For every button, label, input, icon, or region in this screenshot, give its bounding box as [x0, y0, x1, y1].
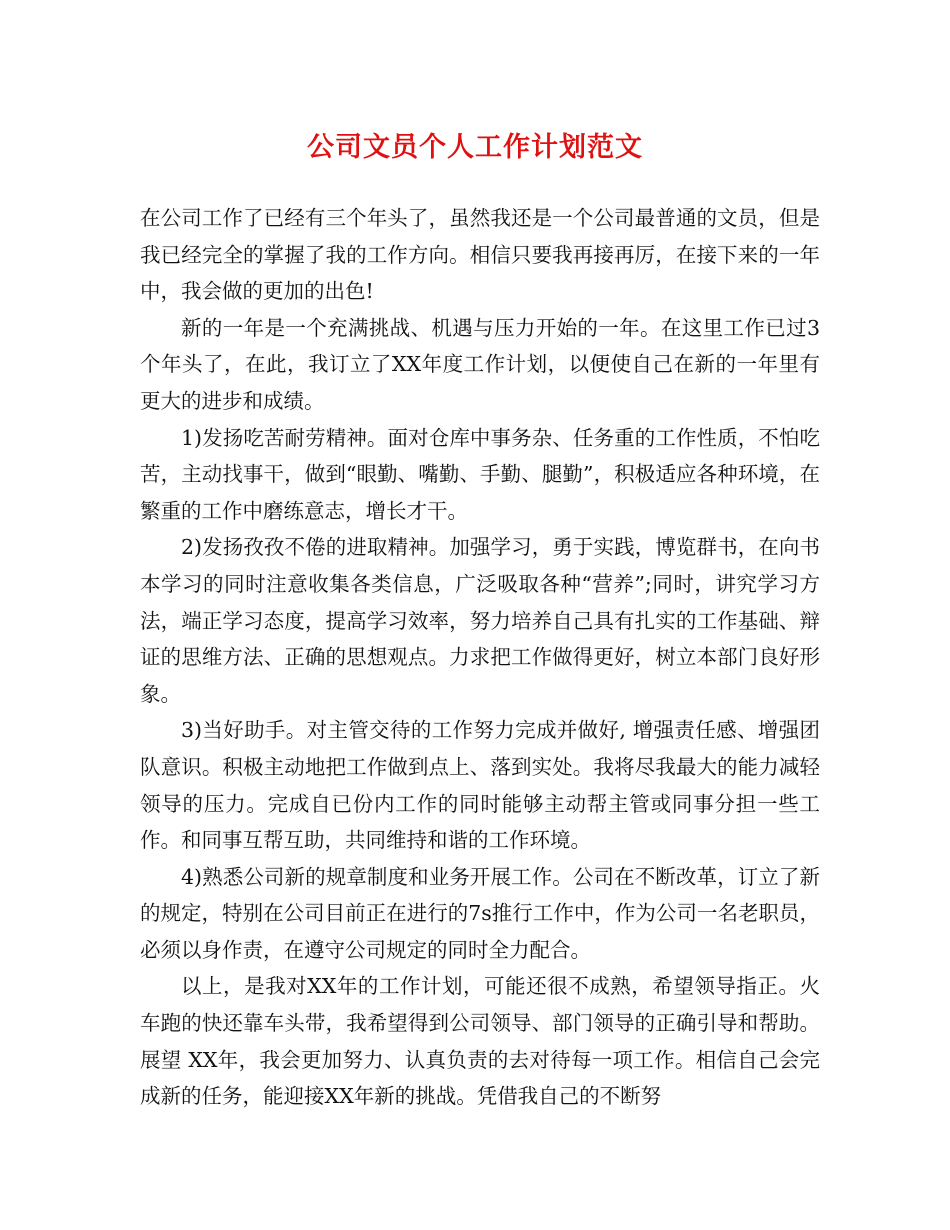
paragraph-conclusion: 以上，是我对XX年的工作计划，可能还很不成熟，希望领导指正。火车跑的快还靠车头带，我希望得到公司领导、部门领导的正确引导和帮助。展望 XX年，我会更加努力、认真负责的去对待每一项工作。相信自己会完成新的任务，能迎接XX年新的挑战。凭借我自己的不断努 — [140, 974, 820, 1109]
paragraph-intro: 在公司工作了已经有三个年头了，虽然我还是一个公司最普通的文员，但是我已经完全的掌握了我的工作方向。相信只要我再接再厉，在接下来的一年中，我会做的更加的出色! — [140, 206, 820, 304]
document-body — [140, 200, 820, 1115]
paragraph-item-2: 2)发扬孜孜不倦的进取精神。加强学习，勇于实践，博览群书，在向书本学习的同时注意收集各类信息，广泛吸取各种“营养”;同时，讲究学习方法，端正学习态度，提高学习效率，努力培养自己具有扎实的工作基础、辩证的思维方法、正确的思想观点。力求把工作做得更好，树立本部门良好形象。 — [140, 535, 820, 706]
paragraph-item-4: 4)熟悉公司新的规章制度和业务开展工作。公司在不断改革，订立了新的规定，特别在公司目前正在进行的7s推行工作中，作为公司一名老职员，必须以身作责，在遵守公司规定的同时全力配合。 — [140, 864, 820, 962]
paragraph-item-3: 3)当好助手。对主管交待的工作努力完成并做好, 增强责任感、增强团队意识。积极主动地把工作做到点上、落到实处。我将尽我最大的能力减轻领导的压力。完成自已份内工作的同时能够主动帮主管或同事分担一些工作。和同事互帮互助，共同维持和谐的工作环境。 — [140, 718, 820, 853]
document-title: 公司文员个人工作计划范文 — [307, 132, 643, 163]
paragraph-new-year: 新的一年是一个充满挑战、机遇与压力开始的一年。在这里工作已过3个年头了，在此，我订立了XX年度工作计划，以便使自己在新的一年里有更大的进步和成绩。 — [140, 315, 820, 413]
paragraph-item-1: 1)发扬吃苦耐劳精神。面对仓库中事务杂、任务重的工作性质，不怕吃苦，主动找事干，做到“眼勤、嘴勤、手勤、腿勤”，积极适应各种环境，在繁重的工作中磨练意志，增长才干。 — [140, 425, 820, 523]
